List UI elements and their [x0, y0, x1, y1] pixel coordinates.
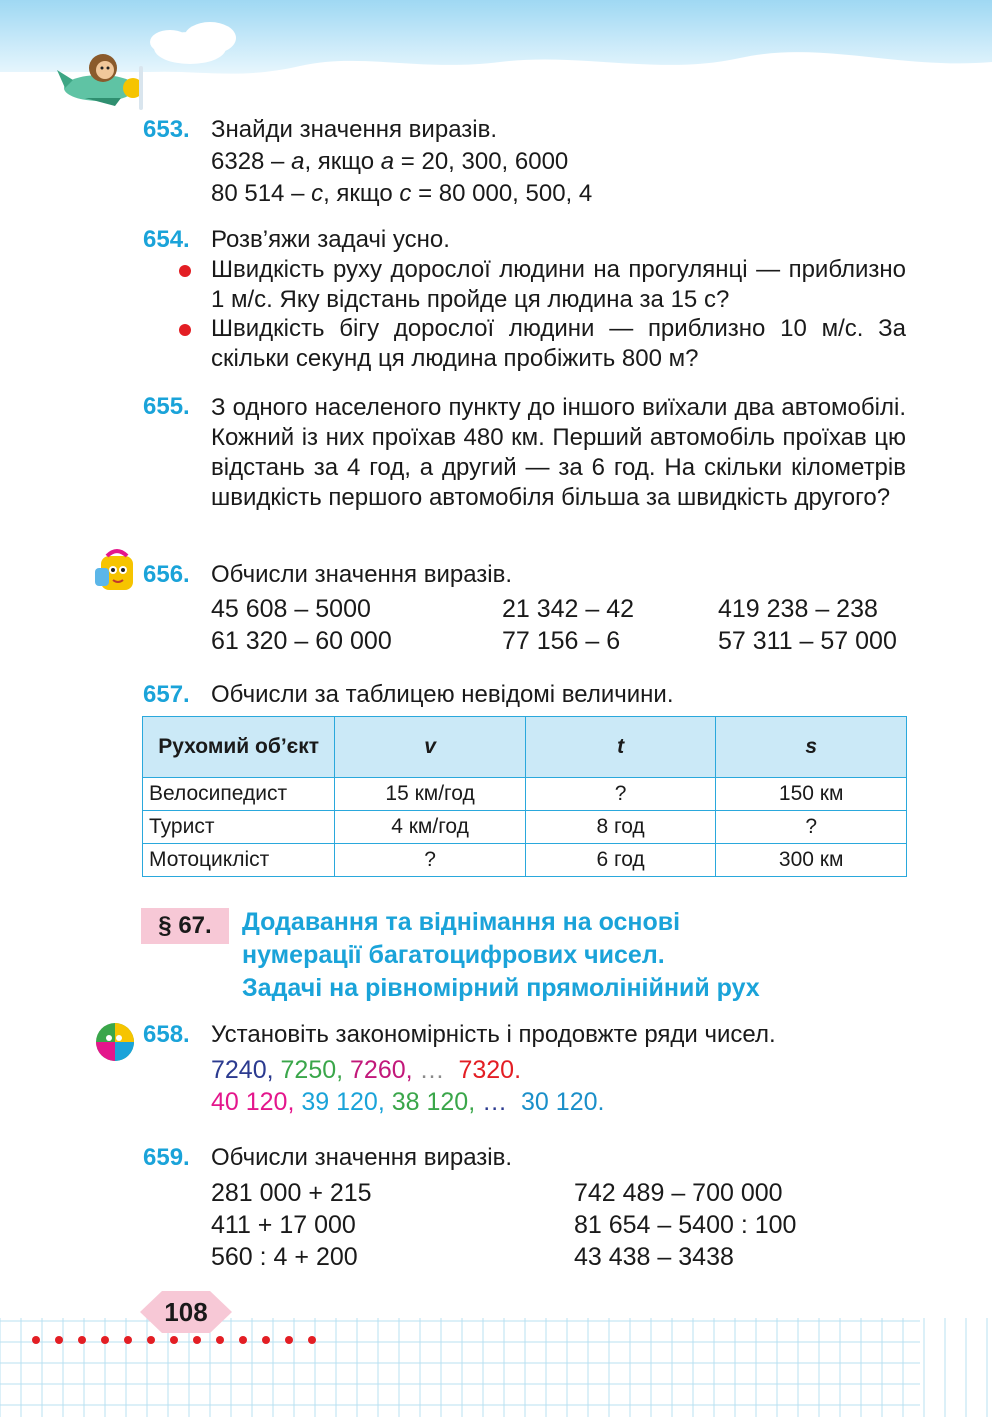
table-cell: Велосипедист — [143, 778, 335, 811]
task-title: Обчисли значення виразів. — [211, 561, 513, 588]
task-title: Розв’яжи задачі усно. — [211, 226, 450, 253]
task-number: 659. — [143, 1144, 190, 1171]
task-number: 655. — [143, 393, 190, 420]
task-number: 654. — [143, 226, 190, 253]
table-cell: Турист — [143, 811, 335, 844]
expression: 45 608 – 5000 — [211, 595, 371, 623]
table-header-row — [143, 717, 907, 778]
table-cell: ? — [716, 811, 907, 844]
table-cell: Мотоцикліст — [143, 844, 335, 877]
section-title: Додавання та віднімання на основі нумерації багатоцифрових чисел. Задачі на рівномірний прямолінійний рух — [242, 908, 760, 1002]
expression: 419 238 – 238 — [718, 595, 878, 623]
task-title: Обчисли за таблицею невідомі величини. — [211, 681, 674, 708]
table-cell: 4 км/год — [335, 811, 526, 844]
backpack-icon — [93, 548, 143, 594]
task-title: Установіть закономірність і продовжте ряди чисел. — [211, 1021, 776, 1048]
task-title: Знайди значення виразів. — [211, 116, 498, 143]
task-title: Обчисли значення виразів. — [211, 1144, 513, 1171]
table-row — [143, 811, 907, 844]
problem-text: Швидкість бігу дорослої людини — приблизно 10 м/с. За скільки секунд ця людина пробіжить 800 м? — [211, 315, 906, 372]
task-number: 657. — [143, 681, 190, 708]
puzzle-ball-icon — [93, 1018, 137, 1064]
expression: 81 654 – 5400 : 100 — [574, 1211, 797, 1239]
expression: 411 + 17 000 — [211, 1211, 356, 1239]
expression-line: 80 514 – с, якщо с = 80 000, 500, 4 — [211, 180, 593, 207]
table-cell: 6 год — [525, 844, 716, 877]
task-number: 653. — [143, 116, 190, 143]
section-badge: § 67. — [141, 908, 229, 944]
bullet-icon — [179, 324, 191, 336]
table-header: t — [525, 717, 716, 778]
hedgehog-airplane-icon — [55, 40, 150, 110]
bullet-icon — [179, 265, 191, 277]
expression: 742 489 – 700 000 — [574, 1179, 783, 1207]
table-row — [143, 844, 907, 877]
expression: 281 000 + 215 — [211, 1179, 372, 1207]
expression: 77 156 – 6 — [502, 627, 621, 655]
table-cell: 150 км — [716, 778, 907, 811]
number-sequence: 7240, 7250, 7260, … 7320. — [211, 1056, 522, 1084]
expression: 21 342 – 42 — [502, 595, 635, 623]
expression: 61 320 – 60 000 — [211, 627, 392, 655]
table-cell: 15 км/год — [335, 778, 526, 811]
problem-text: З одного населеного пункту до іншого виїхали два автомобілі. Кожний із них проїхав 480 км. Перший автомобіль проїхав цю відстань за 4 год, а другий — за 6 год. На скільки кілометрів швидкість першого автомобіля більша за швидкість другого? — [211, 394, 906, 511]
table-row — [143, 778, 907, 811]
table-header: s — [716, 717, 907, 778]
number-sequence: 40 120, 39 120, 38 120, … 30 120. — [211, 1088, 605, 1116]
expression: 560 : 4 + 200 — [211, 1243, 358, 1271]
expression: 57 311 – 57 000 — [718, 627, 897, 655]
table-cell: ? — [335, 844, 526, 877]
task-number: 656. — [143, 561, 190, 588]
table-header: v — [335, 717, 526, 778]
table-cell: ? — [525, 778, 716, 811]
problem-text: Швидкість руху дорослої людини на прогулянці — приблизно 1 м/с. Яку відстань пройде ця людина за 15 с? — [211, 256, 906, 313]
table-cell: 300 км — [716, 844, 907, 877]
table-cell: 8 год — [525, 811, 716, 844]
page-number: 108 — [164, 1297, 208, 1327]
expression: 43 438 – 3438 — [574, 1243, 734, 1271]
page-number-badge — [140, 1291, 232, 1333]
table-header: Рухомий об’єкт — [143, 717, 335, 778]
dotted-line-decoration — [30, 1333, 320, 1347]
motion-table — [142, 716, 907, 877]
task-number: 658. — [143, 1021, 190, 1048]
expression-line: 6328 – а, якщо а = 20, 300, 6000 — [211, 148, 569, 175]
